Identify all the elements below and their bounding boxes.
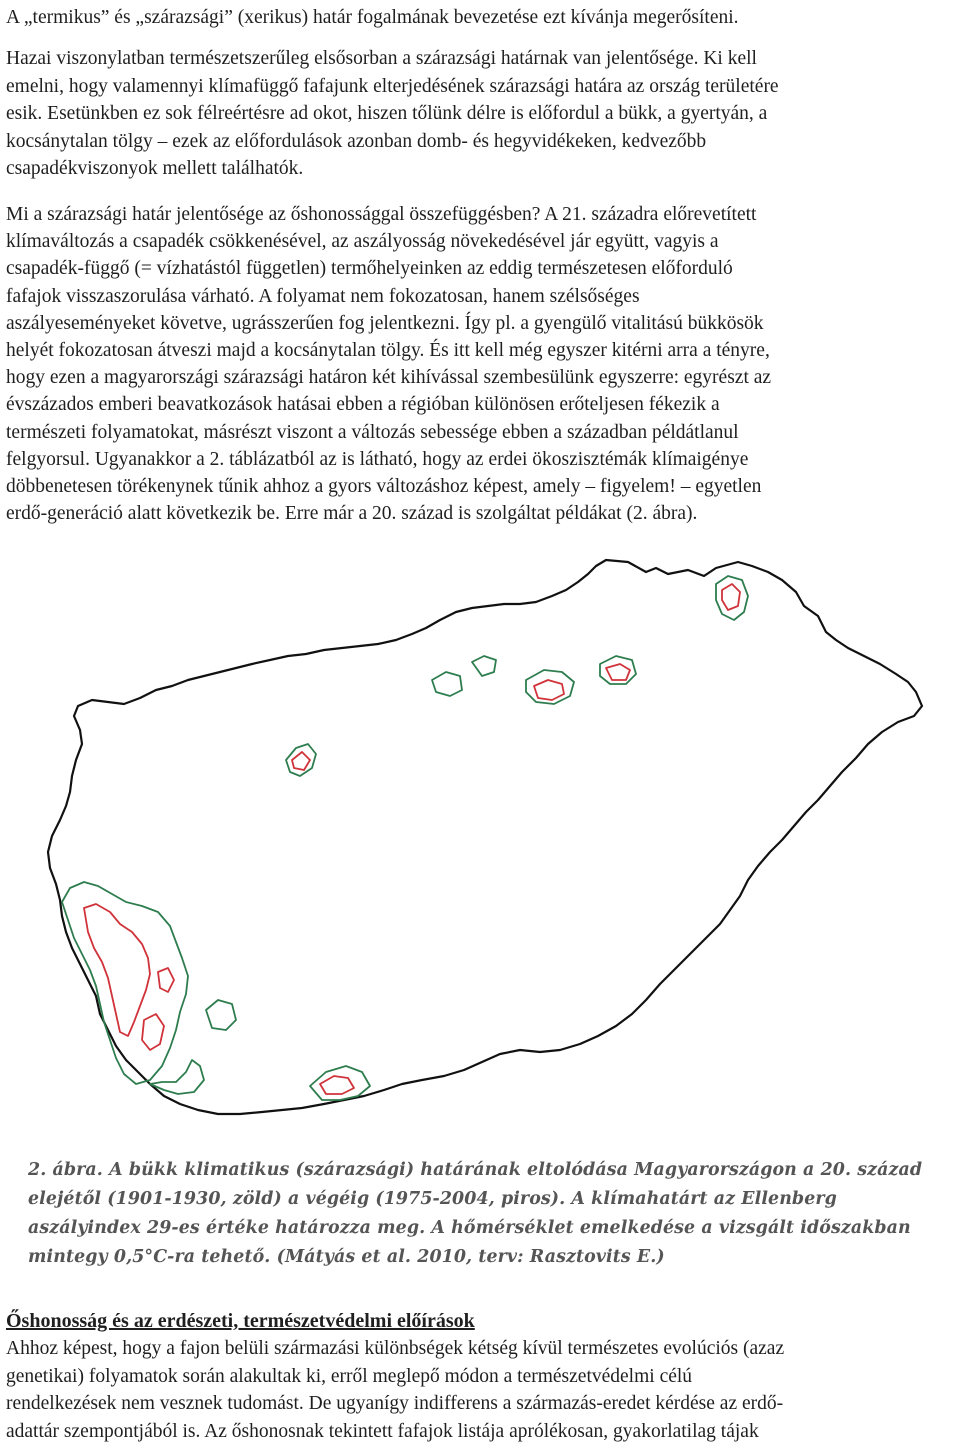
paragraph-origin-rules [6,1335,954,1445]
text-line: döbbenetesen törékenynek tűnik ahhoz a gyors változáshoz képest, amely – figyelem! – egyetlen [6,473,954,500]
red-contour-west-3 [158,968,174,992]
paragraph-drought-limit [6,45,954,183]
section-heading: Őshonosság és az erdészeti, természetvédelmi előírások [6,1308,475,1334]
paragraph-intro [6,4,954,32]
text-line: helyét fokozatosan átveszi majd a kocsánytalan tölgy. És itt kell még egyszer kitérni arra a tényre, [6,337,954,364]
green-contours [62,576,748,1100]
text-line: Hazai viszonylatban természetszerűleg elsősorban a szárazsági határnak van jelentősége. Ki kell [6,45,954,73]
text-line: kocsánytalan tölgy – ezek az előfordulások azonban domb- és hegyvidékeken, kedvezőbb [6,128,954,156]
text-line: erdő-generáció alatt következik be. Erre már a 20. század is szolgáltat példákat (2. ábra). [6,500,954,527]
green-contour-central [432,672,462,696]
text-line: Mi a szárazsági határ jelentősége az őshonossággal összefüggésben? A 21. századra előrevetített [6,201,954,228]
red-contour-matra [534,680,564,700]
paragraph-nativeness [6,201,954,527]
green-contour-southwest-2 [206,1000,236,1030]
text-line: aszályeseményeket követve, ugrásszerűen fog jelentkezni. Így pl. a gyengülő vitalitású bükkösök [6,310,954,337]
green-contour-bakony [286,744,316,776]
green-contour-north-1 [472,656,496,676]
text-line: emelni, hogy valamennyi klímafüggő fafajunk elterjedésének szárazsági határa az ország területére [6,73,954,101]
text-line: évszázados emberi beavatkozások hatásai ebben a régióban különösen erőteljesen fékezik a [6,391,954,418]
text-line: klímaváltozás a csapadék csökkenésével, az aszályosság növekedésével jár együtt, vagyis a [6,228,954,255]
red-contour-mecsek [320,1076,354,1094]
red-contour-west-2 [142,1014,164,1050]
text-line: fafajok visszaszorulása várható. A folyamat nem fokozatosan, hanem szélsőséges [6,283,954,310]
text-line: A „termikus” és „szárazsági” (xerikus) határ fogalmának bevezetése ezt kívánja megerősíteni. [6,4,954,32]
text-line: felgyorsul. Ugyanakkor a 2. táblázatból az is látható, hogy az erdei ökoszisztémák klímaigénye [6,446,954,473]
map-svg [0,548,960,1148]
text-line: természeti folyamatokat, másrészt viszont a változás sebessége ebben a században példátlanul [6,419,954,446]
text-line: rendelkezések nem vesznek tudomást. De ugyanígy indifferens a származás-eredet kérdése az erdő- [6,1390,954,1418]
text-line: esik. Esetünkben ez sok félreértésre ad okot, hiszen tőlünk délre is előfordul a bükk, a gyertyán, a [6,100,954,128]
red-contour-bukk [606,664,630,680]
text-line: genetikai) folyamatok során alakultak ki, erről meglepő módon a természetvédelmi célú [6,1363,954,1391]
text-line: hogy ezen a magyarországi szárazsági határon két kihívással szembesülünk egyszerre: egyrészt az [6,364,954,391]
red-contours [84,584,740,1094]
caption-line: mintegy 0,5°C-ra tehető. (Mátyás et al. 2010, terv: Rasztovits E.) [28,1243,928,1272]
green-contour-zemplen [716,576,748,620]
caption-line: elejétől (1901-1930, zöld) a végéig (1975-2004, piros). A klímahatárt az Ellenberg [28,1185,928,1214]
figure-caption [28,1156,928,1272]
text-line: adattár szempontjából is. Az őshonosnak tekintett fafajok listája aprólékosan, gyakorlatilag tájak [6,1418,954,1445]
text-line: Ahhoz képest, hogy a fajon belüli származási különbségek kétség kívül természetes evolúciós (azaz [6,1335,954,1363]
caption-line: aszályindex 29-es értéke határozza meg. A hőmérséklet emelkedése a vizsgált időszakban [28,1214,928,1243]
text-line: csapadékviszonyok mellett találhatók. [6,155,954,183]
green-contour-west [62,882,188,1084]
green-contour-southwest [150,1060,204,1094]
country-border [48,560,922,1114]
red-contour-bakony [292,752,310,770]
red-contour-zemplen [722,584,740,610]
text-line: csapadék-függő (= vízhatástól független) termőhelyeinken az eddig természetesen előforduló [6,255,954,282]
caption-line: 2. ábra. A bükk klimatikus (szárazsági) határának eltolódása Magyarországon a 20. század [28,1156,928,1185]
red-contour-west [84,904,150,1036]
hungary-beech-limit-map [0,548,960,1148]
